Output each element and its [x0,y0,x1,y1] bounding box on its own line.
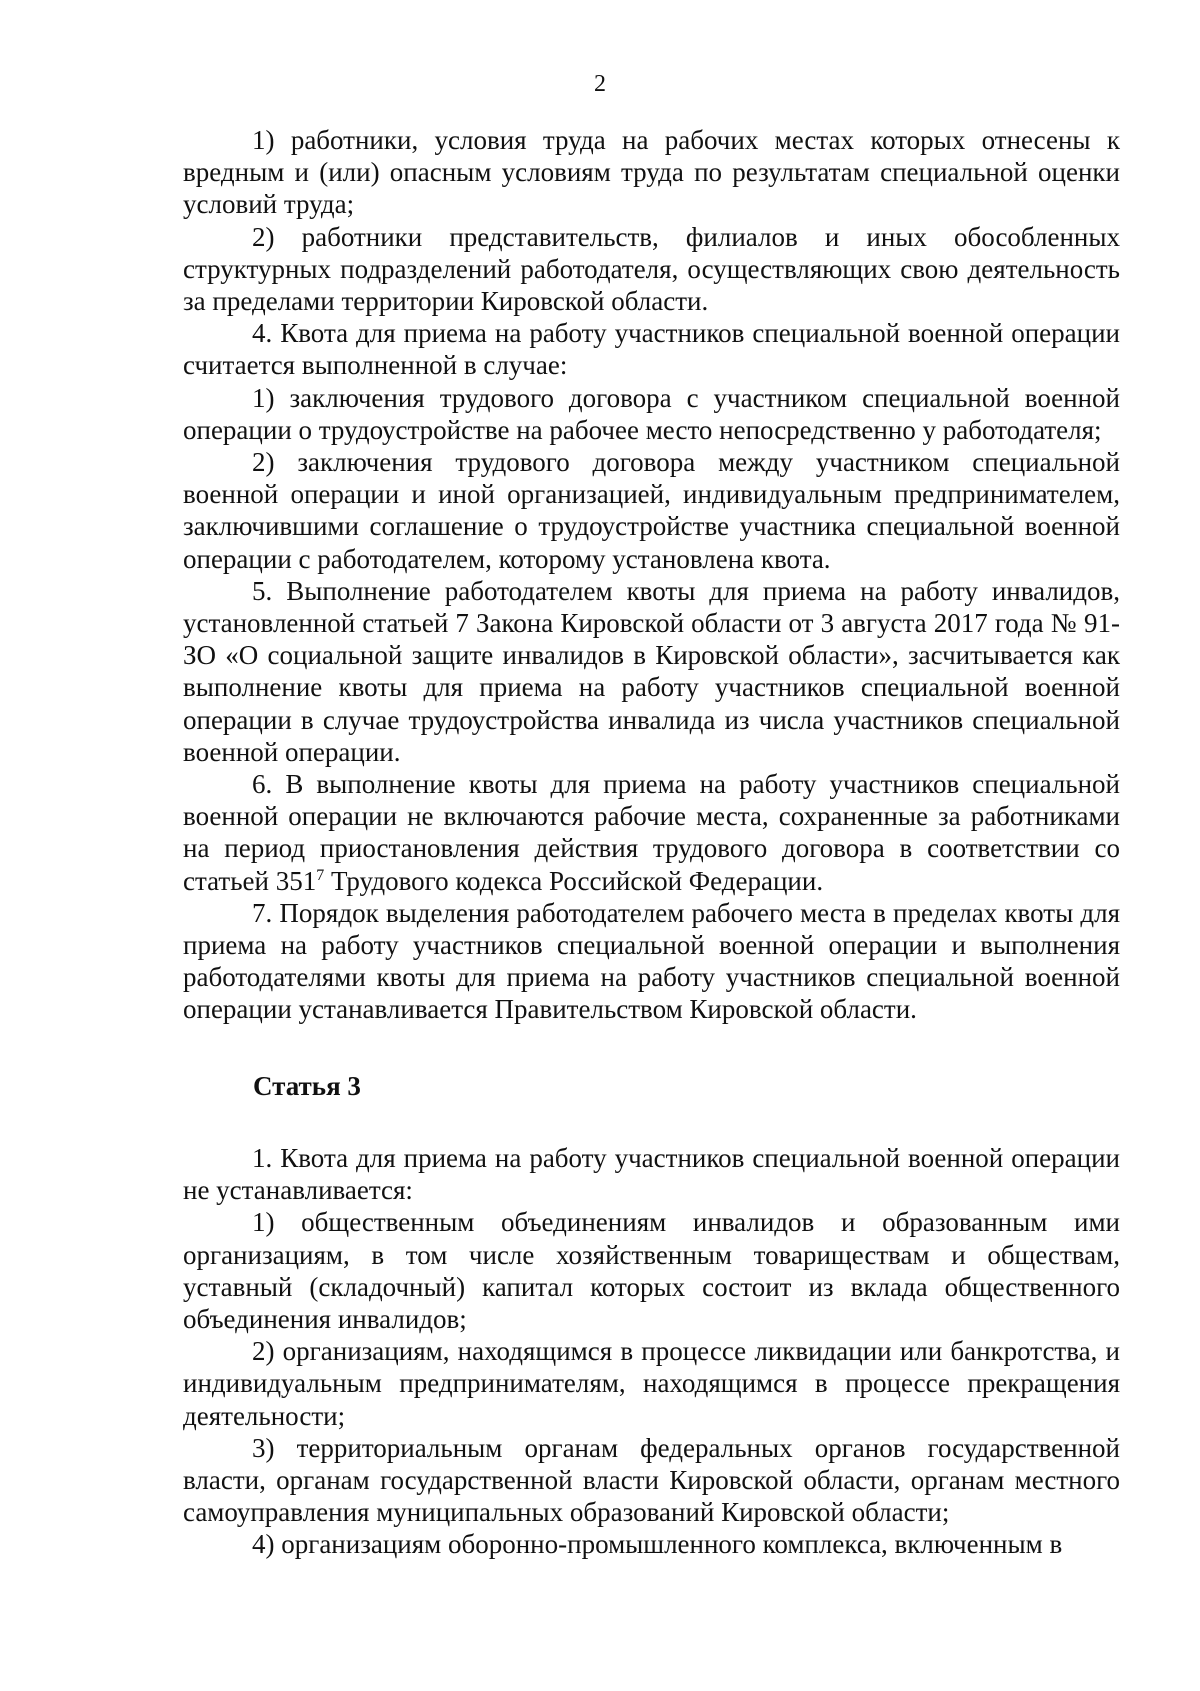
paragraph-item-1-harmful-conditions: 1) работники, условия труда на рабочих местах которых отнесены к вредным и (или) опасным условиям труда по результатам специальной оценки условий труда; [183,125,1120,220]
article-3-item-3: 3) территориальным органам федеральных органов государственной власти, органам государственной власти Кировской области, органам местного самоуправления муниципальных образований Кировской области; [183,1432,1120,1528]
paragraph-6-excluded-places [183,768,1120,897]
article-3-item-4: 4) организациям оборонно-промышленного комплекса, включенным в [252,1529,1063,1560]
article-3-item-1: 1) общественным объединениям инвалидов и образованным ими организациям, в том числе хозяйственным товариществам и обществам, уставный (складочный) капитал которых состоит из вклада общественного объединения инвалидов; [183,1207,1120,1334]
paragraph-4-quota-fulfilled: 4. Квота для приема на работу участников специальной военной операции считается выполненной в случае: [183,318,1120,381]
article-superscript: 7 [316,866,325,884]
paragraph-5-disability-quota: 5. Выполнение работодателем квоты для приема на работу инвалидов, установленной статьей 7 Закона Кировской области от 3 августа 2017 года № 91-ЗО «О социальной защите инвалидов в Кировской области», засчитывается как выполнение квоты для приема на работу участников специальной военной операции в случае трудоустройства инвалида из числа участников специальной военной операции. [183,575,1120,767]
document-body [183,124,1120,1561]
paragraph-4-item-1: 1) заключения трудового договора с участником специальной военной операции о трудоустройстве на рабочее место непосредственно у работодателя; [183,382,1120,445]
paragraph-item-2-branches: 2) работники представительств, филиалов и иных обособленных структурных подразделений работодателя, осуществляющих свою деятельность за пределами территории Кировской области. [183,221,1120,317]
article-3-paragraph-1: 1. Квота для приема на работу участников специальной военной операции не устанавливается: [183,1142,1120,1206]
paragraph-6-text: 6. В выполнение квоты для приема на работу участников специальной военной операции не включаются рабочие места, сохраненные за работниками на период приостановления действия трудового договора в соответствии со статьей 351 [183,769,1120,896]
paragraph-4-item-2: 2) заключения трудового договора между участником специальной военной операции и иной организацией, индивидуальным предпринимателем, заключившими соглашение о трудоустройстве участника специальной военной операции с работодателем, которому установлена квота. [183,447,1120,574]
paragraph-7-procedure: 7. Порядок выделения работодателем рабочего места в пределах квоты для приема на работу участников специальной военной операции и выполнения работодателями квоты для приема на работу участников специальной военной операции устанавливается Правительством Кировской области. [183,897,1120,1025]
article-3-item-2: 2) организациям, находящимся в процессе ликвидации или банкротства, и индивидуальным предпринимателям, находящимся в процессе прекращения деятельности; [183,1336,1120,1431]
page-number: 2 [594,71,606,97]
article-3-heading: Статья 3 [253,1070,361,1101]
paragraph-6-text-end: Трудового кодекса Российской Федерации. [324,865,824,896]
